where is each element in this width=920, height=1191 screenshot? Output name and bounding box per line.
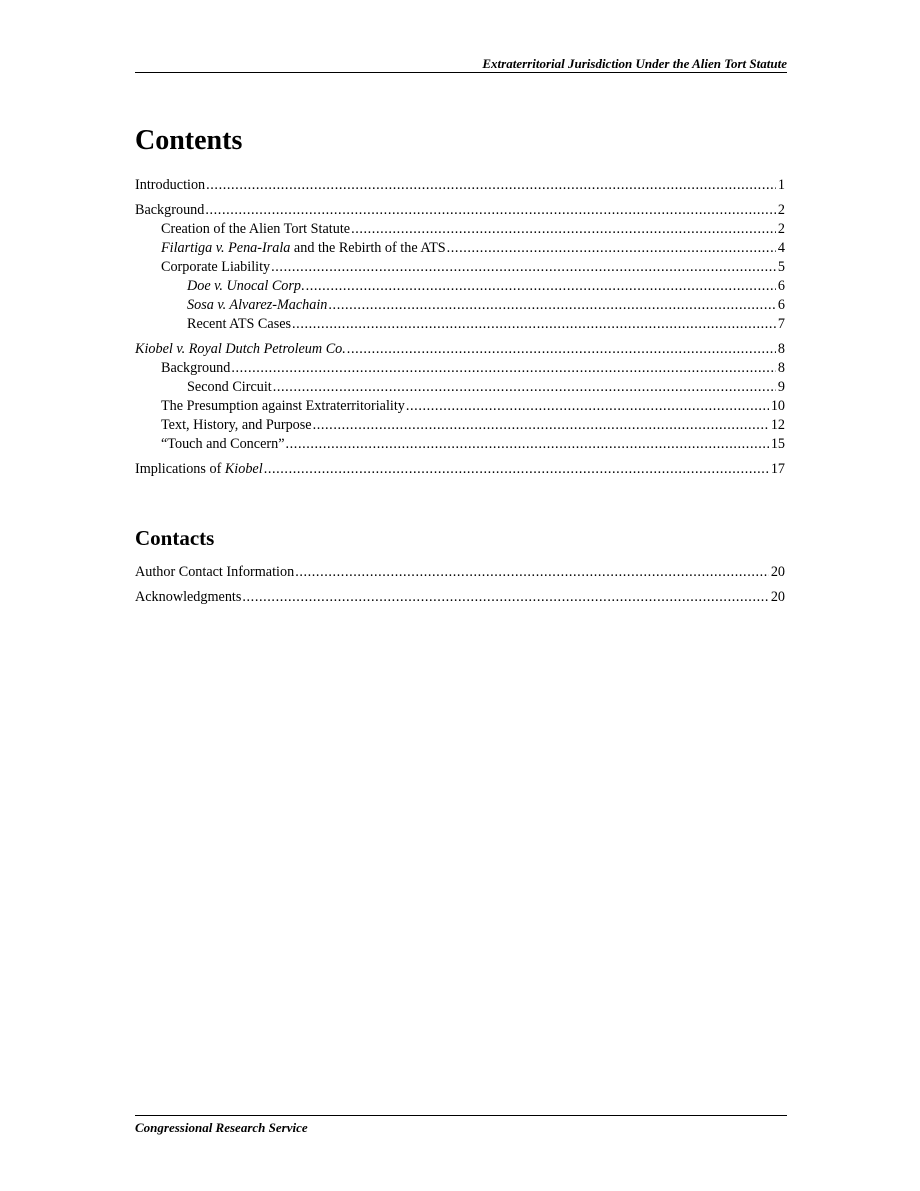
toc-dot-leader xyxy=(328,296,776,315)
toc-entry-title-part: Filartiga v. Pena-Irala xyxy=(161,240,291,256)
header-rule xyxy=(135,72,787,73)
toc-dot-leader xyxy=(231,359,776,378)
toc-page-number: 5 xyxy=(777,259,785,275)
contacts-heading: Contacts xyxy=(135,526,215,550)
toc-entry[interactable] xyxy=(135,315,785,334)
toc-entry-title xyxy=(161,359,230,378)
toc-entry[interactable] xyxy=(135,296,785,315)
toc-entry-title xyxy=(187,378,272,397)
toc-entry-title xyxy=(135,460,263,479)
toc-entry-title-part: and the Rebirth of the ATS xyxy=(290,240,446,256)
toc-dot-leader xyxy=(242,588,768,607)
toc-dot-leader xyxy=(286,435,769,454)
toc-entry-title xyxy=(187,315,291,334)
contents-heading: Contents xyxy=(135,125,243,156)
toc-page-number: 7 xyxy=(777,316,785,332)
toc-entry-title-part: Recent ATS Cases xyxy=(187,316,292,332)
toc-entry-title-part: Kiobel xyxy=(224,461,263,477)
toc-entry-title-part: Introduction xyxy=(135,177,206,193)
toc-entry-title xyxy=(161,416,312,435)
toc-entry[interactable] xyxy=(135,239,785,258)
toc-entry-title-part: “Touch and Concern” xyxy=(161,436,285,452)
toc-entry[interactable] xyxy=(135,378,785,397)
toc-page-number: 6 xyxy=(777,297,785,313)
toc-entry-title-part: Doe v. Unocal Corp xyxy=(187,278,302,294)
toc-entry[interactable] xyxy=(135,435,785,454)
toc-entry-title-part: Text, History, and Purpose xyxy=(161,417,312,433)
toc-entry[interactable] xyxy=(135,563,785,582)
toc-page-number: 20 xyxy=(770,589,785,605)
toc-entry-title xyxy=(135,340,346,359)
toc-page-number: 1 xyxy=(777,177,785,193)
toc-dot-leader xyxy=(271,258,776,277)
toc-dot-leader xyxy=(447,239,776,258)
running-header: Extraterritorial Jurisdiction Under the Alien Tort Statute xyxy=(482,56,787,71)
footer-rule xyxy=(135,1115,787,1116)
toc-dot-leader xyxy=(351,220,776,239)
toc-dot-leader xyxy=(273,378,776,397)
toc-page-number: 2 xyxy=(777,221,785,237)
toc-page-number: 12 xyxy=(770,417,785,433)
toc-page-number: 9 xyxy=(777,379,785,395)
toc-entry-title xyxy=(187,277,305,296)
toc-entry[interactable] xyxy=(135,258,785,277)
toc-entry[interactable] xyxy=(135,397,785,416)
toc-page-number: 17 xyxy=(770,461,785,477)
contacts-list xyxy=(135,563,785,607)
toc-entry-title-part: Creation of the Alien Tort Statute xyxy=(161,221,351,237)
toc-entry-title xyxy=(161,220,350,239)
toc-page-number: 6 xyxy=(777,278,785,294)
toc-entry-title xyxy=(161,435,285,454)
toc-entry-title-part: . xyxy=(301,278,305,294)
toc-entry-title xyxy=(135,563,294,582)
toc-entry-title xyxy=(161,258,270,277)
toc-entry-title xyxy=(135,201,204,220)
toc-dot-leader xyxy=(295,563,769,582)
toc-entry-title-part: Sosa v. Alvarez-Machain xyxy=(187,297,328,313)
toc-dot-leader xyxy=(205,201,776,220)
toc-dot-leader xyxy=(292,315,776,334)
toc-entry[interactable] xyxy=(135,277,785,296)
toc-entry[interactable] xyxy=(135,220,785,239)
toc-entry-title xyxy=(135,588,241,607)
toc-entry-title-part: The Presumption against Extraterritoriality xyxy=(161,398,405,414)
toc-page-number: 8 xyxy=(777,360,785,376)
toc-entry[interactable] xyxy=(135,416,785,435)
toc-page-number: 8 xyxy=(777,341,785,357)
toc-dot-leader xyxy=(206,176,776,195)
contents-list xyxy=(135,176,785,479)
toc-entry-title-part: Corporate Liability xyxy=(161,259,271,275)
toc-entry-title xyxy=(187,296,327,315)
running-footer: Congressional Research Service xyxy=(135,1120,308,1135)
toc-dot-leader xyxy=(313,416,769,435)
toc-entry[interactable] xyxy=(135,460,785,479)
toc-entry-title-part: Kiobel v. Royal Dutch Petroleum Co. xyxy=(135,341,346,357)
toc-page-number: 20 xyxy=(770,564,785,580)
toc-entry[interactable] xyxy=(135,359,785,378)
toc-entry[interactable] xyxy=(135,176,785,195)
toc-dot-leader xyxy=(406,397,769,416)
toc-entry[interactable] xyxy=(135,340,785,359)
toc-entry[interactable] xyxy=(135,201,785,220)
toc-entry-title xyxy=(161,239,446,258)
toc-dot-leader xyxy=(347,340,776,359)
toc-page-number: 10 xyxy=(770,398,785,414)
toc-entry-title-part: Author Contact Information xyxy=(135,564,295,580)
toc-page-number: 15 xyxy=(770,436,785,452)
toc-entry-title xyxy=(161,397,405,416)
toc-entry-title-part: Background xyxy=(135,202,205,218)
toc-entry[interactable] xyxy=(135,588,785,607)
toc-dot-leader xyxy=(306,277,776,296)
toc-entry-title-part: Implications of xyxy=(135,461,225,477)
toc-entry-title-part: Second Circuit xyxy=(187,379,272,395)
toc-dot-leader xyxy=(264,460,769,479)
toc-entry-title-part: Acknowledgments xyxy=(135,589,242,605)
toc-entry-title xyxy=(135,176,205,195)
toc-entry-title-part: Background xyxy=(161,360,231,376)
toc-page-number: 2 xyxy=(777,202,785,218)
toc-page-number: 4 xyxy=(777,240,785,256)
